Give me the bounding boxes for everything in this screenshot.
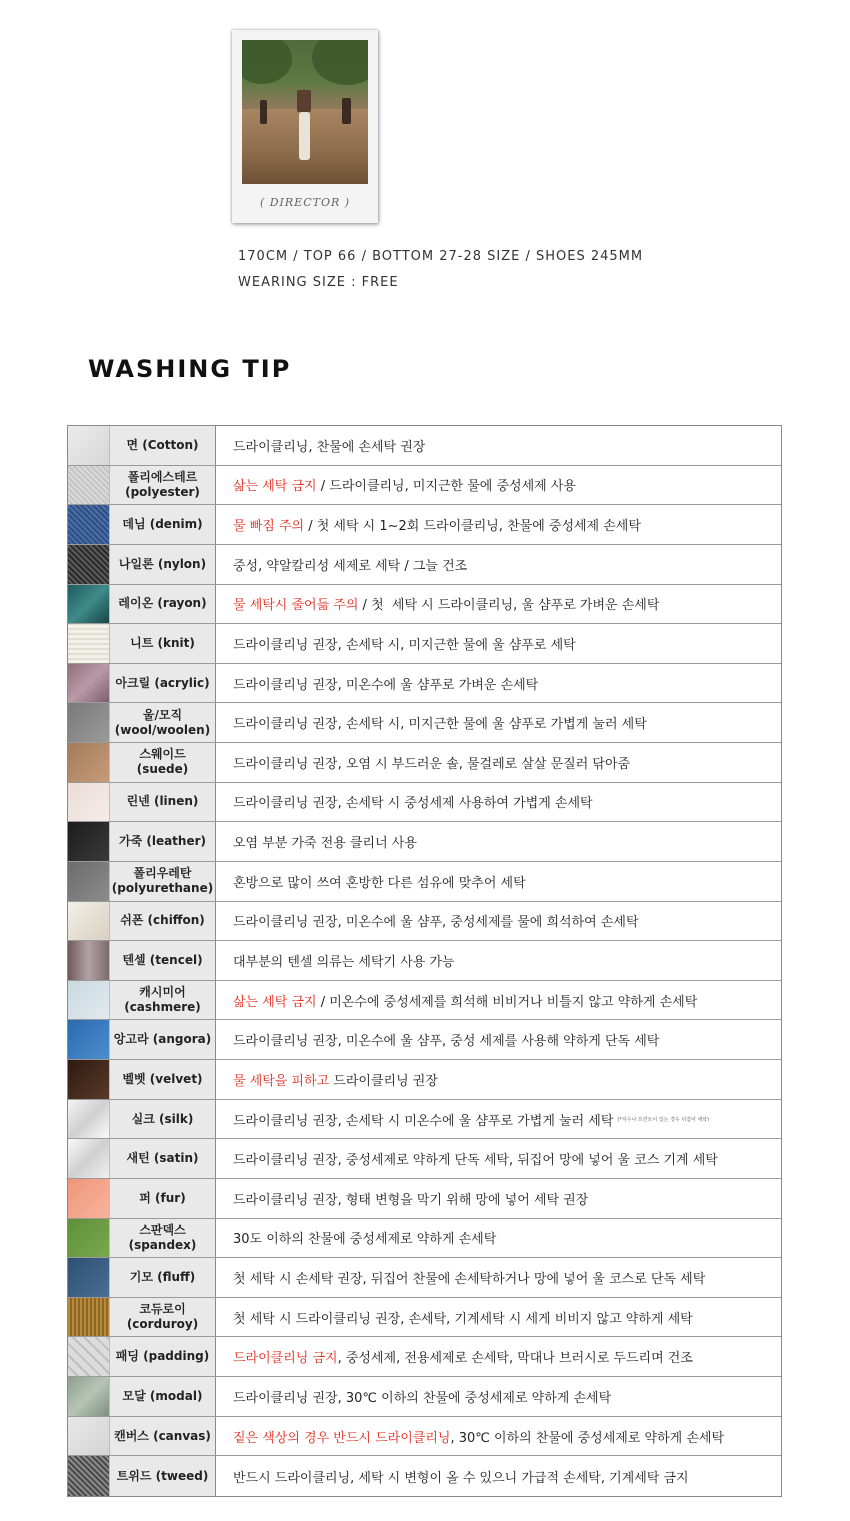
fabric-swatch bbox=[68, 585, 110, 624]
care-instruction bbox=[216, 664, 781, 703]
care-instruction bbox=[216, 1456, 781, 1496]
fabric-swatch bbox=[68, 902, 110, 941]
care-text: 드라이클리닝 권장, 미온수에 울 샴푸, 중성 세제를 사용해 약하게 단독 세탁 bbox=[233, 1034, 660, 1050]
fabric-row bbox=[68, 1020, 781, 1060]
care-instruction bbox=[216, 505, 781, 544]
care-warning: 물 세탁시 줄어듦 주의 bbox=[233, 598, 359, 614]
care-instruction bbox=[216, 902, 781, 941]
fabric-swatch bbox=[68, 466, 110, 505]
fabric-name: 모달 (modal) bbox=[110, 1377, 216, 1416]
photo-tree bbox=[312, 40, 368, 85]
care-text: / 첫 세탁 시 1~2회 드라이클리닝, 찬물에 중성세제 손세탁 bbox=[304, 519, 641, 535]
care-text: 드라이클리닝 권장, 중성세제로 약하게 단독 세탁, 뒤집어 망에 넣어 울 코스 기계 세탁 bbox=[233, 1153, 718, 1169]
photo-bystander bbox=[342, 98, 351, 124]
fabric-swatch bbox=[68, 624, 110, 663]
care-warning: 짙은 색상의 경우 반드시 드라이클리닝 bbox=[233, 1430, 451, 1446]
fabric-name: 트위드 (tweed) bbox=[110, 1456, 216, 1496]
care-note: (*자수나 프린트이 있는 경우 뒤집어 세탁) bbox=[617, 1116, 710, 1123]
care-text: 드라이클리닝 권장, 30℃ 이하의 찬물에 중성세제로 약하게 손세탁 bbox=[233, 1390, 612, 1406]
fabric-row bbox=[68, 902, 781, 942]
fabric-name: 스판덱스 (spandex) bbox=[110, 1219, 216, 1258]
fabric-swatch bbox=[68, 1100, 110, 1139]
fabric-row bbox=[68, 1139, 781, 1179]
fabric-name: 패딩 (padding) bbox=[110, 1337, 216, 1376]
care-text: 첫 세탁 시 드라이클리닝 권장, 손세탁, 기계세탁 시 세게 비비지 않고 약하게 세탁 bbox=[233, 1311, 693, 1327]
fabric-name: 린넨 (linen) bbox=[110, 783, 216, 822]
fabric-name: 스웨이드 (suede) bbox=[110, 743, 216, 782]
fabric-row bbox=[68, 1337, 781, 1377]
care-text: 드라이클리닝, 찬물에 손세탁 권장 bbox=[233, 439, 426, 455]
polaroid-caption: ( DIRECTOR ) bbox=[259, 196, 351, 209]
care-instruction bbox=[216, 862, 781, 901]
care-warning: 물 빠짐 주의 bbox=[233, 519, 305, 535]
fabric-name: 실크 (silk) bbox=[110, 1100, 216, 1139]
fabric-name: 레이온 (rayon) bbox=[110, 585, 216, 624]
fabric-swatch bbox=[68, 783, 110, 822]
fabric-name: 코듀로이 (corduroy) bbox=[110, 1298, 216, 1337]
fabric-swatch bbox=[68, 1298, 110, 1337]
care-warning: 삶는 세탁 금지 bbox=[233, 994, 317, 1010]
care-instruction bbox=[216, 1258, 781, 1297]
fabric-swatch bbox=[68, 1337, 110, 1376]
fabric-swatch bbox=[68, 822, 110, 861]
fabric-row bbox=[68, 624, 781, 664]
fabric-name: 폴리에스테르 (polyester) bbox=[110, 466, 216, 505]
fabric-swatch bbox=[68, 1219, 110, 1258]
fabric-row bbox=[68, 505, 781, 545]
care-text: / 드라이클리닝, 미지근한 물에 중성세제 사용 bbox=[316, 479, 576, 495]
fabric-name: 캐시미어 (cashmere) bbox=[110, 981, 216, 1020]
fabric-row bbox=[68, 862, 781, 902]
fabric-row bbox=[68, 1100, 781, 1140]
care-text: 드라이클리닝 권장, 형태 변형을 막기 위해 망에 넣어 세탁 권장 bbox=[233, 1192, 589, 1208]
care-warning: 삶는 세탁 금지 bbox=[233, 479, 317, 495]
fabric-swatch bbox=[68, 1179, 110, 1218]
fabric-name: 면 (Cotton) bbox=[110, 426, 216, 465]
care-instruction bbox=[216, 1179, 781, 1218]
fabric-name: 앙고라 (angora) bbox=[110, 1020, 216, 1059]
fabric-row bbox=[68, 981, 781, 1021]
care-text: 드라이클리닝 권장, 손세탁 시 중성세제 사용하여 가볍게 손세탁 bbox=[233, 796, 593, 812]
care-text: / 첫 세탁 시 드라이클리닝, 울 샴푸로 가벼운 손세탁 bbox=[358, 598, 660, 614]
fabric-swatch bbox=[68, 1456, 110, 1496]
care-instruction bbox=[216, 466, 781, 505]
model-size-info: 170CM / TOP 66 / BOTTOM 27-28 SIZE / SHOES 245MM bbox=[238, 249, 644, 264]
fabric-swatch bbox=[68, 743, 110, 782]
care-text: 드라이클리닝 권장, 손세탁 시 미온수에 울 샴푸로 가볍게 눌러 세탁 bbox=[233, 1113, 614, 1129]
fabric-swatch bbox=[68, 1020, 110, 1059]
fabric-row bbox=[68, 1417, 781, 1457]
fabric-row bbox=[68, 545, 781, 585]
photo-tree bbox=[242, 40, 292, 84]
care-text: 중성, 약알칼리성 세제로 세탁 / 그늘 건조 bbox=[233, 558, 468, 574]
care-instruction bbox=[216, 624, 781, 663]
fabric-name: 가죽 (leather) bbox=[110, 822, 216, 861]
fabric-name: 쉬폰 (chiffon) bbox=[110, 902, 216, 941]
photo-model bbox=[299, 112, 310, 160]
care-text: 드라이클리닝 권장 bbox=[329, 1073, 438, 1089]
fabric-row bbox=[68, 426, 781, 466]
fabric-row bbox=[68, 1219, 781, 1259]
fabric-swatch bbox=[68, 1377, 110, 1416]
care-instruction bbox=[216, 426, 781, 465]
fabric-swatch bbox=[68, 664, 110, 703]
fabric-name: 기모 (fluff) bbox=[110, 1258, 216, 1297]
fabric-row bbox=[68, 743, 781, 783]
fabric-name: 나일론 (nylon) bbox=[110, 545, 216, 584]
care-text: 드라이클리닝 권장, 오염 시 부드러운 솔, 물걸레로 살살 문질러 닦아줌 bbox=[233, 756, 631, 772]
care-instruction bbox=[216, 1100, 781, 1139]
fabric-row bbox=[68, 466, 781, 506]
fabric-swatch bbox=[68, 1060, 110, 1099]
care-text: 첫 세탁 시 손세탁 권장, 뒤집어 찬물에 손세탁하거나 망에 넣어 울 코스로 단독 세탁 bbox=[233, 1272, 706, 1288]
care-text: , 30℃ 이하의 찬물에 중성세제로 약하게 손세탁 bbox=[450, 1430, 725, 1446]
fabric-row bbox=[68, 703, 781, 743]
care-instruction bbox=[216, 1298, 781, 1337]
care-text: / 미온수에 중성세제를 희석해 비비거나 비틀지 않고 약하게 손세탁 bbox=[316, 994, 698, 1010]
care-text: 드라이클리닝 권장, 손세탁 시, 미지근한 물에 울 샴푸로 가볍게 눌러 세탁 bbox=[233, 717, 647, 733]
care-instruction bbox=[216, 703, 781, 742]
care-instruction bbox=[216, 1139, 781, 1178]
care-warning: 물 세탁을 피하고 bbox=[233, 1073, 330, 1089]
fabric-name: 울/모직 (wool/woolen) bbox=[110, 703, 216, 742]
fabric-name: 아크릴 (acrylic) bbox=[110, 664, 216, 703]
fabric-swatch bbox=[68, 703, 110, 742]
fabric-row bbox=[68, 1298, 781, 1338]
washing-tip-table bbox=[67, 425, 782, 1497]
fabric-name: 새틴 (satin) bbox=[110, 1139, 216, 1178]
care-instruction bbox=[216, 1020, 781, 1059]
care-instruction bbox=[216, 545, 781, 584]
fabric-swatch bbox=[68, 1417, 110, 1456]
fabric-name: 텐셀 (tencel) bbox=[110, 941, 216, 980]
care-text: 드라이클리닝 권장, 미온수에 울 샴푸, 중성세제를 물에 희석하여 손세탁 bbox=[233, 915, 639, 931]
model-polaroid bbox=[232, 30, 378, 223]
care-instruction bbox=[216, 1337, 781, 1376]
fabric-swatch bbox=[68, 1139, 110, 1178]
fabric-row bbox=[68, 1377, 781, 1417]
photo-model-head bbox=[297, 90, 311, 112]
fabric-swatch bbox=[68, 862, 110, 901]
fabric-name: 캔버스 (canvas) bbox=[110, 1417, 216, 1456]
fabric-row bbox=[68, 941, 781, 981]
care-text: 오염 부분 가죽 전용 클리너 사용 bbox=[233, 836, 417, 852]
fabric-row bbox=[68, 1258, 781, 1298]
wearing-size: WEARING SIZE : FREE bbox=[238, 275, 399, 290]
fabric-row bbox=[68, 1179, 781, 1219]
care-text: 혼방으로 많이 쓰여 혼방한 다른 섬유에 맞추어 세탁 bbox=[233, 875, 526, 891]
care-text: 대부분의 텐셀 의류는 세탁기 사용 가능 bbox=[233, 954, 455, 970]
care-instruction bbox=[216, 585, 781, 624]
care-instruction bbox=[216, 783, 781, 822]
fabric-swatch bbox=[68, 1258, 110, 1297]
fabric-name: 퍼 (fur) bbox=[110, 1179, 216, 1218]
care-instruction bbox=[216, 822, 781, 861]
fabric-row bbox=[68, 664, 781, 704]
care-text: 30도 이하의 찬물에 중성세제로 약하게 손세탁 bbox=[233, 1232, 497, 1248]
care-text: , 중성세제, 전용세제로 손세탁, 막대나 브러시로 두드리며 건조 bbox=[337, 1351, 693, 1367]
care-instruction bbox=[216, 1060, 781, 1099]
fabric-row bbox=[68, 585, 781, 625]
care-text: 드라이클리닝 권장, 미온수에 울 샴푸로 가벼운 손세탁 bbox=[233, 677, 539, 693]
care-warning: 드라이클리닝 금지 bbox=[233, 1351, 338, 1367]
care-instruction bbox=[216, 743, 781, 782]
model-photo bbox=[242, 40, 368, 184]
fabric-row bbox=[68, 783, 781, 823]
care-instruction bbox=[216, 1219, 781, 1258]
photo-bystander bbox=[260, 100, 267, 124]
fabric-swatch bbox=[68, 981, 110, 1020]
care-text: 드라이클리닝 권장, 손세탁 시, 미지근한 물에 울 샴푸로 세탁 bbox=[233, 637, 576, 653]
fabric-row bbox=[68, 1456, 781, 1496]
fabric-row bbox=[68, 1060, 781, 1100]
fabric-name: 벨벳 (velvet) bbox=[110, 1060, 216, 1099]
fabric-swatch bbox=[68, 941, 110, 980]
washing-tip-heading: WASHING TIP bbox=[88, 355, 292, 383]
fabric-swatch bbox=[68, 505, 110, 544]
care-instruction bbox=[216, 1417, 781, 1456]
care-text: 반드시 드라이클리닝, 세탁 시 변형이 올 수 있으니 가급적 손세탁, 기계세탁 금지 bbox=[233, 1470, 689, 1486]
fabric-row bbox=[68, 822, 781, 862]
fabric-name: 폴리우레탄 (polyurethane) bbox=[110, 862, 216, 901]
fabric-swatch bbox=[68, 545, 110, 584]
fabric-swatch bbox=[68, 426, 110, 465]
fabric-name: 니트 (knit) bbox=[110, 624, 216, 663]
care-instruction bbox=[216, 1377, 781, 1416]
fabric-name: 데님 (denim) bbox=[110, 505, 216, 544]
care-instruction bbox=[216, 981, 781, 1020]
care-instruction bbox=[216, 941, 781, 980]
